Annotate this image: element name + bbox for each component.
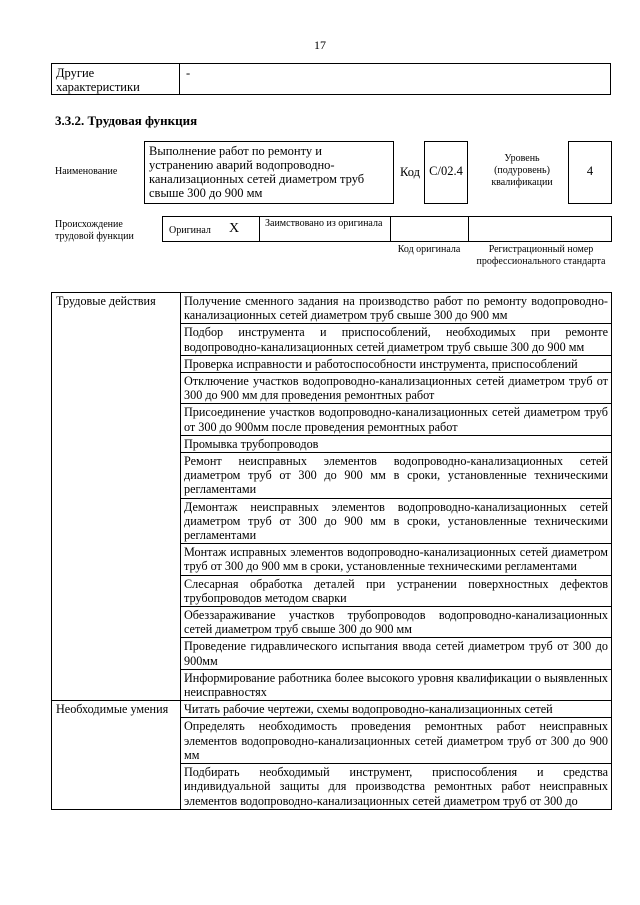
code-label: Код (400, 165, 420, 179)
labor-actions-item: Присоединение участков водопроводно-канализационных сетей диаметром труб от 300 до 900мм после проведения ремонтных работ (181, 404, 612, 435)
code-original-caption: Код оригинала (397, 244, 461, 255)
code-value: C/02.4 (429, 164, 463, 178)
original-label: Оригинал (169, 225, 211, 236)
name-label: Наименование (55, 166, 118, 177)
labor-actions-item: Ремонт неисправных элементов водопроводно-канализационных сетей диаметром труб от 300 до 900 мм в сроки, установленные техническими регламентами (181, 453, 612, 499)
other-characteristics-value: - (186, 66, 191, 80)
other-characteristics-table (51, 63, 611, 95)
column-divider (179, 64, 180, 94)
origin-label: Происхождение трудовой функции (55, 219, 134, 242)
original-box (162, 216, 260, 242)
level-value: 4 (586, 164, 594, 178)
required-skills-item: Определять необходимость проведения ремонтных работ неисправных элементов водопроводно-канализационных сетей диаметром труб от 300 до 900 мм (181, 718, 612, 764)
required-skills-label: Необходимые умения (52, 701, 181, 809)
level-box (568, 141, 612, 204)
labor-actions-item: Слесарная обработка деталей при устранении поверхностных дефектов трубопроводов методом сварки (181, 575, 612, 606)
level-label: Уровень (подуровень) квалификации (491, 153, 553, 188)
labor-actions-label: Трудовые действия (52, 293, 181, 701)
labor-actions-item: Получение сменного задания на производство работ по ремонту водопроводно-канализационных сетей диаметром труб свыше 300 до 900 мм (181, 293, 612, 324)
borrowed-box (259, 216, 391, 242)
reg-number-box (468, 216, 612, 242)
labor-actions-item: Демонтаж неисправных элементов водопроводно-канализационных сетей диаметром труб от 300 до 900 мм в сроки, установленные техническими регламентами (181, 498, 612, 544)
section-title: 3.3.2. Трудовая функция (55, 113, 198, 128)
labor-actions-item: Монтаж исправных элементов водопроводно-канализационных сетей диаметром труб от 300 до 900 мм в сроки, установленные техническими регламентами (181, 544, 612, 575)
labor-actions-item: Проверка исправности и работоспособности инструмента, приспособлений (181, 355, 612, 372)
code-box (424, 141, 468, 204)
labor-actions-item: Подбор инструмента и приспособлений, необходимых при ремонте водопроводно-канализационных сетей диаметром труб свыше 300 до 900 мм (181, 324, 612, 355)
function-name-box (144, 141, 394, 204)
labor-actions-item: Отключение участков водопроводно-канализационных сетей диаметром труб от 300 до 900 мм для проведения ремонтных работ (181, 373, 612, 404)
labor-actions-item: Обеззараживание участков трубопроводов водопроводно-канализационных сетей диаметром труб свыше 300 до 900 мм (181, 607, 612, 638)
required-skills-item: Читать рабочие чертежи, схемы водопроводно-канализационных сетей (181, 701, 612, 718)
table-row (52, 293, 612, 324)
other-characteristics-label: Другие характеристики (56, 66, 140, 94)
function-name-value: Выполнение работ по ремонту и устранению аварий водопроводно-канализационных сетей диаметром труб свыше 300 до 900 мм (149, 144, 365, 200)
original-code-box (390, 216, 469, 242)
original-mark: X (229, 221, 240, 236)
labor-actions-item: Информирование работника более высокого уровня квалификации о выявленных неисправностях (181, 669, 612, 700)
labor-actions-item: Промывка трубопроводов (181, 435, 612, 452)
required-skills-item: Подбирать необходимый инструмент, приспособления и средства индивидуальной защиты для производства ремонтных работ неисправных элементов водопроводно-канализационных сетей диаметром труб от 300 до (181, 764, 612, 810)
labor-actions-item: Проведение гидравлического испытания ввода сетей диаметром труб от 300 до 900мм (181, 638, 612, 669)
borrowed-label: Заимствовано из оригинала (265, 218, 383, 229)
labor-function-table (51, 292, 612, 810)
table-row (52, 701, 612, 718)
reg-number-caption: Регистрационный номер профессионального стандарта (476, 244, 606, 267)
page-number: 17 (314, 38, 326, 52)
